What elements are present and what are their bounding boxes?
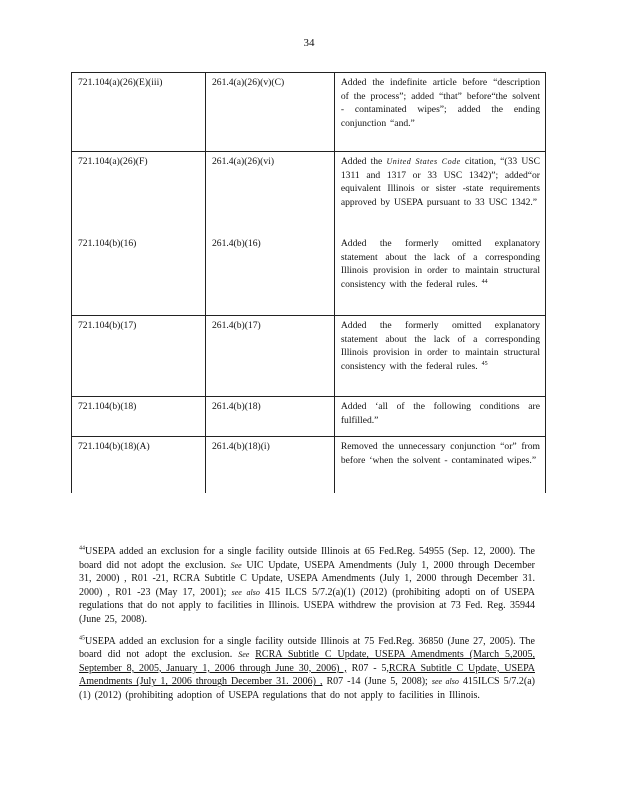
desc-text: Added the	[340, 156, 387, 167]
footnote-text: 415ILCS 5/7.2(a)(1) (2012) (prohibiting adoption of USEPA regulations that do not apply to facilities in Illinois.	[79, 676, 535, 701]
footnote-mark: 45	[79, 635, 85, 642]
footnotes	[79, 545, 535, 703]
signal-see: See	[238, 650, 250, 660]
federal-section-cell: 261.4(a)(26)(v)(C)	[205, 73, 334, 152]
footnote-ref-44[interactable]: 44	[481, 278, 488, 285]
description-cell	[334, 152, 545, 316]
desc-italic: United States Code	[386, 157, 461, 166]
footnote-text: USEPA added an exclusion for a single facility outside Illinois at 75 Fed.Reg. 36850 (June 27, 2005). The board did not adopt the exclusion.	[79, 635, 535, 661]
federal-section-cell: 261.4(b)(18)(i)	[205, 437, 334, 493]
federal-section-cell	[205, 152, 334, 316]
footnote-text: R07 -14 (June 5, 2008);	[322, 676, 432, 688]
federal-section-cell: 261.4(b)(18)	[205, 397, 334, 437]
federal-entry: 261.4(a)(26)(vi)	[211, 156, 275, 167]
section-entry: 721.104(a)(26)(F)	[78, 156, 148, 167]
section-entry: 721.104(b)(16)	[78, 238, 137, 249]
table-row	[72, 316, 546, 397]
footnote-text: R07 - 5,	[346, 662, 389, 674]
page-number: 34	[303, 37, 315, 49]
rule-changes-table	[71, 72, 546, 493]
footnote-mark: 44	[79, 545, 85, 552]
footnote-text: USEPA added an exclusion for a single facility outside Illinois at 65 Fed.Reg. 54955 (Sep. 12, 2000). The board did not adopt the exclusion.	[79, 546, 535, 571]
description-cell: Added ‘all of the following conditions are fulfilled.”	[334, 397, 545, 437]
signal-see-also: see also	[231, 587, 260, 597]
footnote-text: UIC Update, USEPA Amendments (July 1, 2000 through December 31, 2000) , R01 -21, RCRA Subtitle C Update, USEPA Amendments (July 1, 2000 through December 31. 2000) , R01 -23 (May 17, 2001);	[79, 559, 535, 598]
illinois-section-cell: 721.104(a)(26)(E)(iii)	[72, 73, 206, 152]
table-row	[72, 437, 546, 493]
footnote-45	[79, 635, 535, 703]
illinois-section-cell: 721.104(b)(18)(A)	[72, 437, 206, 493]
table-row	[72, 152, 546, 316]
description-entry	[341, 155, 540, 223]
desc-text: Added the formerly omitted explanatory statement about the lack of a corresponding Illinois provision in order to maintain structural consistency with the federal rules.	[340, 238, 540, 290]
desc-text: citation, “(33 USC 1311 and 1317 or 33 USC 1342)”; added“or equivalent Illinois or sister -state requirements approved by USEPA pursuant to 33 USC 1342.”	[340, 156, 540, 208]
desc-text: Added the formerly omitted explanatory statement about the lack of a corresponding Illinois provision in order to maintain structural consistency with the federal rules.	[340, 320, 540, 372]
footnote-ref-45[interactable]: 45	[481, 360, 488, 367]
signal-see-also: see also	[431, 677, 459, 687]
table-row	[72, 397, 546, 437]
federal-entry: 261.4(b)(16)	[211, 238, 261, 249]
description-cell	[334, 316, 545, 397]
illinois-section-cell: 721.104(b)(17)	[72, 316, 206, 397]
table-row	[72, 73, 546, 152]
description-cell: Added the indefinite article before “description of the process”; added “that” before“the solvent - contaminated wipes”; added the ending conjunction “and.”	[334, 73, 545, 152]
description-entry	[341, 237, 540, 291]
footnote-44	[79, 545, 535, 627]
illinois-section-cell: 721.104(b)(18)	[72, 397, 206, 437]
footnote-text: 415 ILCS 5/7.2(a)(1) (2012) (prohibiting adopti on of USEPA regulations that do not apply to facilities in Illinois. USEPA withdrew the provision at 73 Fed. Reg. 35944 (June 25, 2008).	[79, 586, 535, 625]
citation-link[interactable]: RCRA Subtitle C Update, USEPA Amendments (March 5,2005, September 8, 2005, January 1, 2006 through June 30, 2006) ,	[79, 649, 536, 674]
description-cell: Removed the unnecessary conjunction “or” from before ‘when the solvent - contaminated wipes.”	[334, 437, 545, 493]
illinois-section-cell	[72, 152, 206, 316]
citation-link[interactable]: RCRA Subtitle C Update, USEPA Amendments (July 1, 2006 through December 31. 2006) ,	[79, 662, 535, 688]
federal-section-cell: 261.4(b)(17)	[205, 316, 334, 397]
signal-see: See	[230, 560, 242, 570]
